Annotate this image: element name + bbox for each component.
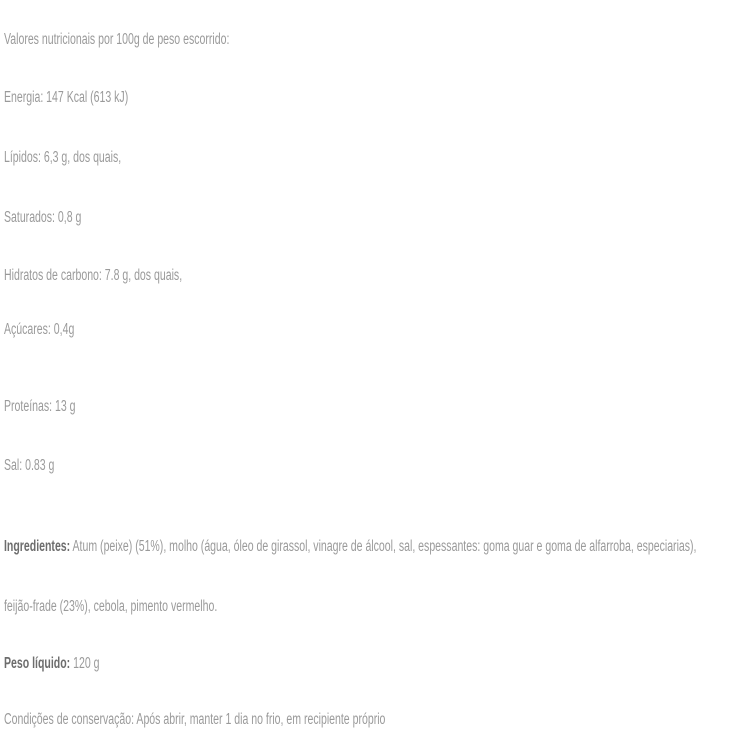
protein-text: Proteínas: 13 g [4,398,76,415]
ingredients-continued-text: feijão-frade (23%), cebola, pimento vermelho. [4,598,218,615]
storage-conditions-text: Condições de conservação: Após abrir, manter 1 dia no frio, em recipiente próprio [4,711,386,728]
storage-conditions-line [4,710,385,730]
net-weight-text: 120 g [70,655,100,672]
energy-line [4,88,128,108]
sugars-line [4,320,74,340]
energy-text: Energia: 147 Kcal (613 kJ) [4,89,129,106]
sugars-text: Açúcares: 0,4g [4,321,75,338]
ingredients-label: Ingredientes: [4,538,71,555]
carbohydrates-text: Hidratos de carbono: 7.8 g, dos quais, [4,267,183,284]
serving-basis-text: Valores nutricionais por 100g de peso escorrido: [4,31,230,48]
saturates-line [4,208,81,228]
fat-text: Lípidos: 6,3 g, dos quais, [4,149,122,166]
net-weight-label: Peso líquido: [4,655,71,672]
ingredients-text: Atum (peixe) (51%), molho (água, óleo de girassol, vinagre de álcool, sal, espessantes: goma guar e goma de alfarroba, especiarias), [70,538,697,555]
protein-line [4,397,75,417]
ingredients-line-continued [4,597,217,617]
net-weight-line [4,654,99,674]
fat-line [4,148,121,168]
saturates-text: Saturados: 0,8 g [4,209,82,226]
salt-line [4,456,54,476]
serving-basis-line [4,30,229,50]
salt-text: Sal: 0.83 g [4,457,55,474]
carbohydrates-line [4,266,182,286]
ingredients-line [4,537,696,557]
